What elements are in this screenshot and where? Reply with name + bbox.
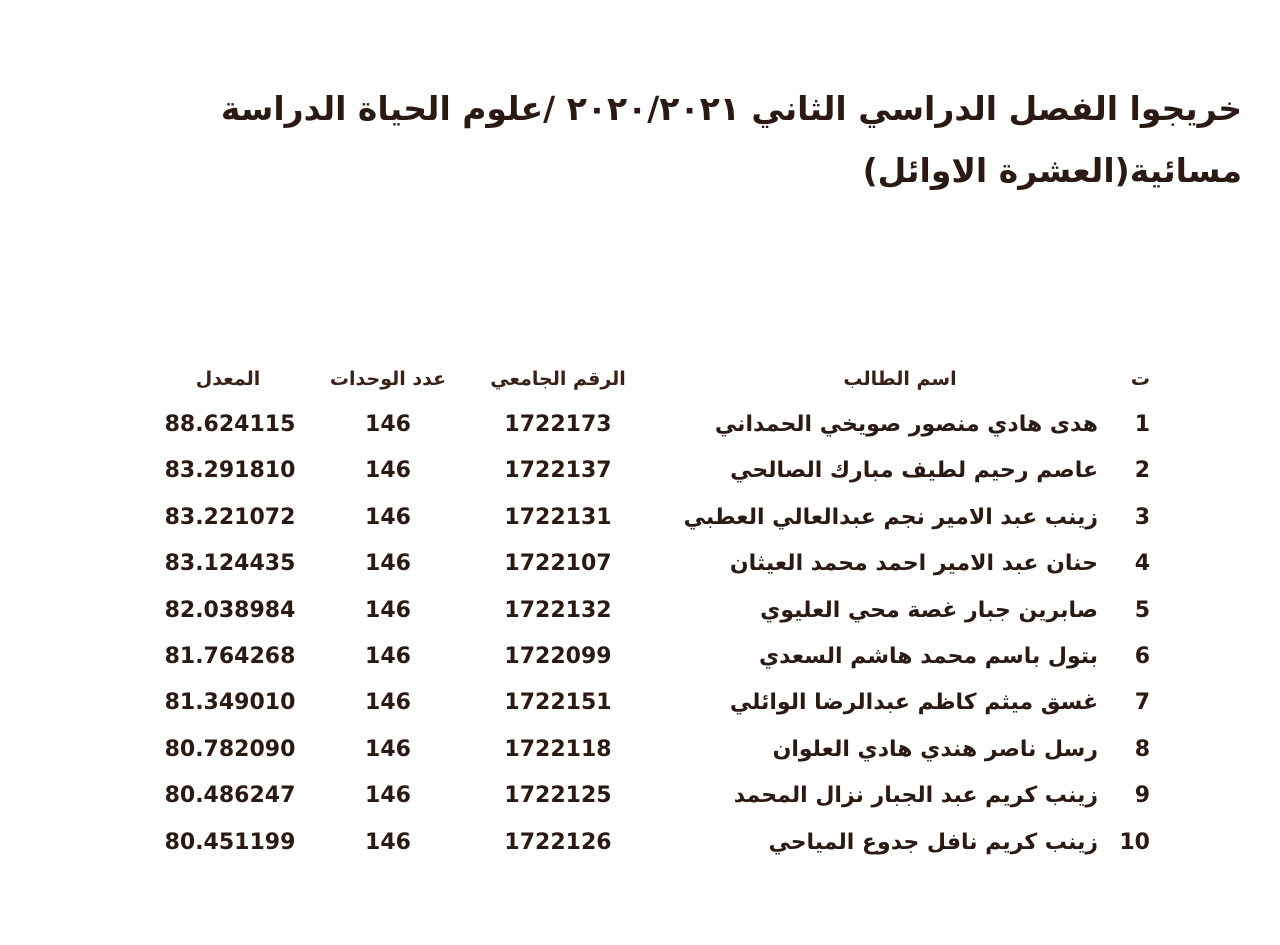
row-units: 146	[365, 644, 411, 669]
row-average: 80.782090	[164, 737, 296, 762]
row-average: 80.486247	[164, 783, 296, 808]
row-student-name: زينب كريم عبد الجبار نزال المحمد	[733, 783, 1098, 808]
row-index: 7	[1134, 690, 1150, 715]
row-index: 8	[1134, 737, 1150, 762]
row-units: 146	[365, 598, 411, 623]
row-student-name: زينب عبد الامير نجم عبدالعالي العطبي	[683, 505, 1098, 530]
row-student-id: 1722151	[504, 690, 612, 715]
row-student-id: 1722132	[504, 598, 612, 623]
row-student-id: 1722099	[504, 644, 612, 669]
row-average: 88.624115	[164, 412, 296, 437]
row-units: 146	[365, 737, 411, 762]
row-average: 80.451199	[164, 830, 296, 855]
row-student-id: 1722107	[504, 551, 612, 576]
row-units: 146	[365, 505, 411, 530]
document-title: خريجوا الفصل الدراسي الثاني ٢٠٢٠/٢٠٢١ /علوم الحياة الدراسة مسائية(العشرة الاوائل)	[220, 89, 1242, 190]
row-index: 4	[1134, 551, 1150, 576]
row-average: 81.764268	[164, 644, 296, 669]
row-average: 83.124435	[164, 551, 296, 576]
row-units: 146	[365, 551, 411, 576]
row-student-id: 1722173	[504, 412, 612, 437]
row-student-name: غسق ميثم كاظم عبدالرضا الوائلي	[729, 690, 1098, 715]
row-student-id: 1722131	[504, 505, 612, 530]
row-index: 3	[1134, 505, 1150, 530]
row-student-name: حنان عبد الامير احمد محمد العيثان	[729, 551, 1098, 576]
row-average: 83.291810	[164, 458, 296, 483]
row-student-name: عاصم رحيم لطيف مبارك الصالحي	[730, 458, 1098, 483]
row-student-name: رسل ناصر هندي هادي العلوان	[772, 737, 1098, 762]
row-student-name: زينب كريم نافل جدوع المياحي	[768, 830, 1098, 855]
row-student-name: صابرين جبار غصة محي العليوي	[760, 598, 1098, 623]
row-student-id: 1722126	[504, 830, 612, 855]
row-student-id: 1722118	[504, 737, 612, 762]
header-average: المعدل	[195, 368, 261, 390]
row-average: 82.038984	[164, 598, 296, 623]
row-index: 6	[1134, 644, 1150, 669]
row-index: 10	[1119, 830, 1150, 855]
row-units: 146	[365, 783, 411, 808]
row-student-id: 1722137	[504, 458, 612, 483]
header-student-id: الرقم الجامعي	[490, 368, 626, 390]
header-index: ت	[1130, 368, 1150, 390]
row-student-id: 1722125	[504, 783, 612, 808]
row-units: 146	[365, 690, 411, 715]
row-units: 146	[365, 458, 411, 483]
row-index: 2	[1134, 458, 1150, 483]
row-average: 83.221072	[164, 505, 296, 530]
row-units: 146	[365, 830, 411, 855]
row-average: 81.349010	[164, 690, 296, 715]
header-units: عدد الوحدات	[329, 368, 447, 390]
row-index: 1	[1134, 412, 1150, 437]
row-student-name: هدى هادي منصور صويخي الحمداني	[714, 412, 1098, 437]
header-student-name: اسم الطالب	[843, 368, 957, 390]
row-units: 146	[365, 412, 411, 437]
row-index: 5	[1134, 598, 1150, 623]
row-index: 9	[1134, 783, 1150, 808]
row-student-name: بتول باسم محمد هاشم السعدي	[759, 644, 1098, 669]
